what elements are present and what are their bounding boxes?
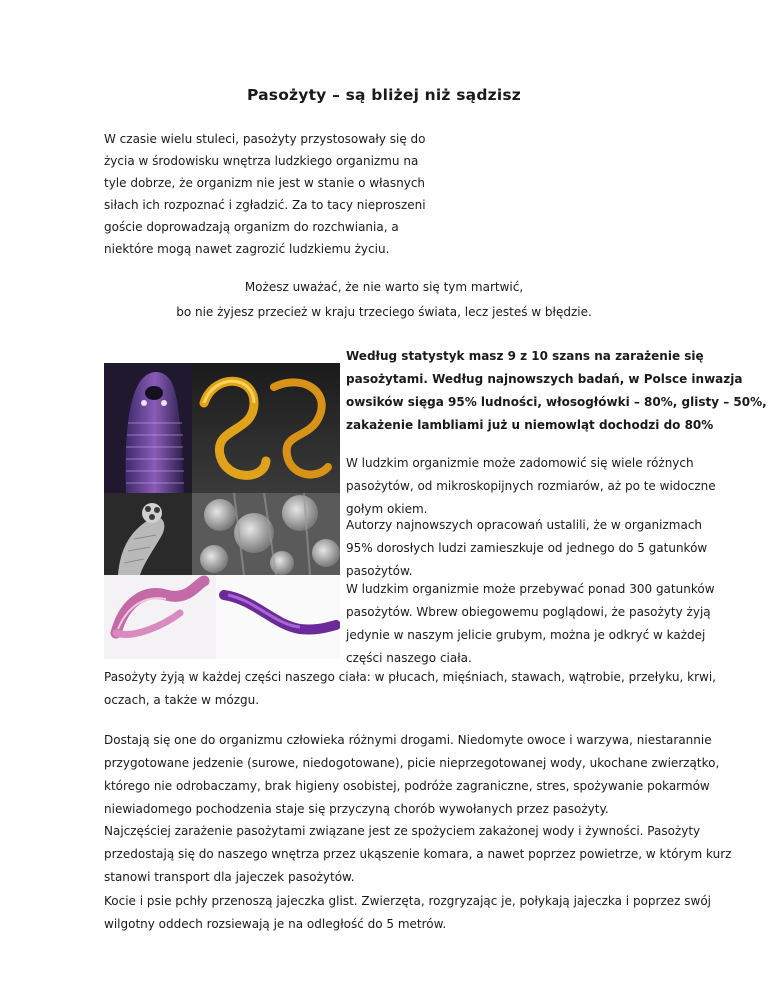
text-line: Według statystyk masz 9 z 10 szans na zarażenie się <box>346 349 704 363</box>
parasite-image-collage <box>104 363 340 659</box>
text-line: Autorzy najnowszych opracowań ustalili, że w organizmach <box>346 518 703 532</box>
text-line: przygotowane jedzenie (surowe, niedogotowane), picie nieprzegotowanej wody, ukochane zwierzątko, <box>104 756 720 770</box>
text-line: stanowi transport dla jajeczek pasożytów. <box>104 870 355 884</box>
text-line: jedynie w naszym jelicie grubym, można je odkryć w każdej <box>346 628 706 642</box>
text-line: pasożytów. <box>346 564 413 578</box>
text-line: bo nie żyjesz przecież w kraju trzeciego świata, lecz jesteś w błędzie. <box>176 305 592 319</box>
text-line: Najczęściej zarażenie pasożytami związane jest ze spożyciem zakażonej wody i żywności. Pasożyty <box>104 824 701 838</box>
text-line: niektóre mogą nawet zagrozić ludzkiemu życiu. <box>104 242 390 256</box>
text-line: Możesz uważać, że nie warto się tym martwić, <box>244 280 524 294</box>
text-line: oczach, a także w mózgu. <box>104 693 260 707</box>
text-line: 95% dorosłych ludzi zamieszkuje od jednego do 5 gatunków <box>346 541 708 555</box>
parasite-collage-svg <box>104 363 340 659</box>
text-line: goście doprowadzają organizm do rozchwiania, a <box>104 220 399 234</box>
text-line: niewiadomego pochodzenia staje się przyczyną chorób wywołanych przez pasożyty. <box>104 802 609 816</box>
text-line: W czasie wielu stuleci, pasożyty przystosowały się do <box>104 132 426 146</box>
text-line: wilgotny oddech rozsiewają je na odległość do 5 metrów. <box>104 917 447 931</box>
text-line: Pasożyty żyją w każdej części naszego ciała: w płucach, mięśniach, stawach, wątrobie, przełyku, krwi, <box>104 670 716 684</box>
text-line: Kocie i psie pchły przenoszą jajeczka glist. Zwierzęta, rozgryzając je, połykają jajeczka i poprzez swój <box>104 894 711 908</box>
text-line: W ludzkim organizmie może zadomowić się wiele różnych <box>346 456 694 470</box>
text-line: pasożytów, od mikroskopijnych rozmiarów, aż po te widoczne <box>346 479 716 493</box>
text-line: gołym okiem. <box>346 502 428 516</box>
text-line: siłach ich rozpoznać i zgładzić. Za to tacy nieproszeni <box>104 198 426 212</box>
text-line: Dostają się one do organizmu człowieka różnymi drogami. Niedomyte owoce i warzywa, niestarannie <box>104 733 712 747</box>
text-line: pasożytami. Według najnowszych badań, w Polsce inwazja <box>346 372 743 386</box>
text-line: zakażenie lambliami już u niemowląt dochodzi do 80% <box>346 418 714 432</box>
text-line: części naszego ciała. <box>346 651 472 665</box>
text-line: W ludzkim organizmie może przebywać ponad 300 gatunków <box>346 582 715 596</box>
text-line: przedostają się do naszego wnętrza przez ukąszenie komara, a nawet poprzez powietrze, w którym kurz <box>104 847 732 861</box>
text-line: owsików sięga 95% ludności, włosogłówki – 80%, glisty – 50%, <box>346 395 767 409</box>
text-line: życia w środowisku wnętrza ludzkiego organizmu na <box>104 154 419 168</box>
page-title: Pasożyty – są bliżej niż sądzisz <box>246 86 522 104</box>
text-line: pasożytów. Wbrew obiegowemu poglądowi, że pasożyty żyją <box>346 605 711 619</box>
text-line: którego nie odrobaczamy, brak higieny osobistej, podróże zagraniczne, stres, spożywanie pokarmów <box>104 779 710 793</box>
text-line: tyle dobrze, że organizm nie jest w stanie o własnych <box>104 176 426 190</box>
